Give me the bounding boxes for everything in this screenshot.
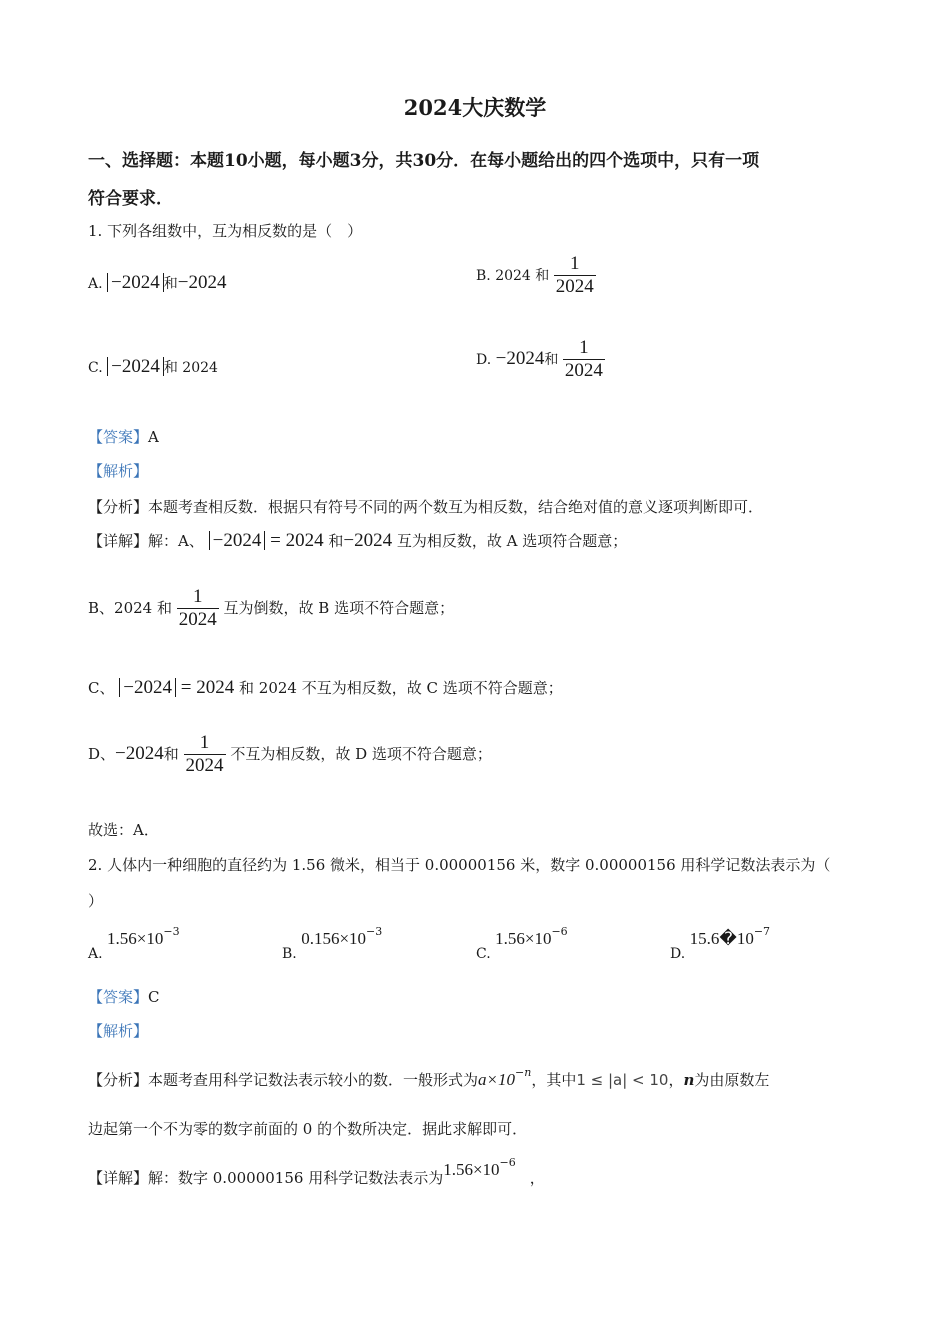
q1-option-a (88, 272, 226, 294)
q2-option-a-label: A. (88, 946, 103, 962)
q1-detail-c (88, 677, 563, 699)
q2-fenxi-condition: 1 ≤ |a| < 10 (576, 1071, 669, 1089)
q2-stem-line2: ） (88, 892, 104, 910)
detail-c-abs: −2024 (119, 678, 176, 697)
fraction-denominator: 2024 (178, 608, 217, 630)
answer-tag: 【答案】 (88, 988, 149, 1006)
q1-jiexi-tag: 【解析】 (88, 462, 149, 480)
q2-fenxi-suffix: 为由原数左 (694, 1071, 770, 1089)
q1-option-d-neg: −2024 (495, 347, 545, 369)
q2-fenxi-mid: ，其中 (531, 1071, 577, 1089)
q1-option-a-value: −2024 (177, 272, 227, 293)
q1-option-c-abs: −2024 (107, 357, 164, 376)
q2-answer (88, 986, 160, 1007)
q2-detail-suffix: ， (529, 1169, 545, 1187)
q1-option-c-label: C. (88, 360, 103, 376)
detail-d-fraction (184, 733, 226, 777)
detail-a-neg: −2024 (343, 530, 393, 551)
q2-detail-prefix: 【详解】解：数字 0.00000156 用科学记数法表示为 (88, 1169, 444, 1187)
answer-value: A (148, 428, 159, 446)
q1-option-c-rest: 和 2024 (163, 360, 218, 376)
fraction-numerator: 1 (193, 586, 203, 607)
q1-option-d-and: 和 (544, 351, 559, 368)
q2-option-c-label: C. (476, 946, 491, 962)
fraction-denominator: 2024 (564, 359, 603, 381)
detail-b-fraction (177, 587, 219, 631)
q2-option-d (670, 925, 771, 962)
q1-choose: 故选：A． (88, 821, 159, 839)
detail-c-suffix: 和 2024 不互为相反数，故 C 选项不符合题意； (239, 679, 563, 697)
q2-option-c-exp: −6 (551, 925, 568, 938)
q1-option-d-fraction (563, 338, 605, 382)
q2-option-d-exp: −7 (753, 925, 771, 938)
q2-option-d-base: 15.6�10 (689, 929, 754, 948)
detail-c-eq: = 2024 (180, 677, 235, 698)
q1-stem: 1. 下列各组数中，互为相反数的是（ ） (88, 222, 363, 240)
q1-option-d (476, 338, 605, 382)
detail-a-and: 和 (328, 532, 344, 550)
answer-value: C (148, 988, 160, 1006)
q2-option-d-label: D. (670, 946, 686, 962)
q1-option-a-label: A. (88, 276, 103, 292)
q2-analysis-line2: 边起第一个不为零的数字前面的 0 的个数所决定．据此求解即可． (88, 1120, 528, 1138)
fraction-numerator: 1 (199, 732, 210, 753)
q2-fenxi-form-exp: −n (515, 1066, 532, 1079)
fraction-denominator: 2024 (555, 275, 594, 297)
q1-detail-a (88, 530, 627, 552)
q2-option-c (476, 925, 568, 962)
q2-option-a-base: 1.56×10 (107, 929, 164, 948)
q2-option-b-base: 0.156×10 (301, 929, 367, 948)
detail-b-prefix: B、2024 和 (88, 598, 172, 617)
q1-option-a-and: 和 (163, 276, 178, 292)
q2-stem-line1: 2. 人体内一种细胞的直径约为 1.56 微米，相当于 0.00000156 米，数字 0.00000156 用科学记数法表示为（ (88, 856, 831, 874)
detail-a-suffix: 互为相反数，故 A 选项符合题意； (396, 532, 628, 550)
q2-analysis-line1: 【分析】本题考查用科学记数法表示较小的数．一般形式为$a\times 10^{-n}$，其中1 ≤ |a| < 10，n为由原数左 (88, 1066, 770, 1089)
q1-answer (88, 426, 159, 447)
q2-option-c-base: 1.56×10 (495, 929, 552, 948)
q1-option-b-fraction (554, 254, 596, 298)
fraction-numerator: 1 (579, 337, 589, 358)
q2-jiexi-tag: 【解析】 (88, 1022, 149, 1040)
detail-a-abs: −2024 (209, 531, 266, 550)
section-heading-line1: 一、选择题：本题10小题，每小题3分，共30分．在每小题给出的四个选项中，只有一项 (88, 151, 760, 171)
q1-detail-d (88, 733, 492, 777)
q2-option-b-label: B. (282, 946, 297, 962)
q2-detail-base: 1.56×10 (443, 1160, 500, 1179)
q1-analysis: 【分析】本题考查相反数．根据只有符号不同的两个数互为相反数，结合绝对值的意义逐项判断即可． (88, 498, 764, 516)
fraction-denominator: 2024 (185, 754, 224, 776)
detail-a-prefix: 【详解】解：A、 (88, 532, 204, 550)
q2-fenxi-n: n (683, 1071, 695, 1089)
detail-d-prefix: D、 (88, 744, 116, 763)
q1-detail-b (88, 587, 454, 631)
q1-option-c (88, 357, 218, 377)
q1-option-b (476, 254, 596, 298)
q1-option-b-label: B. 2024 和 (476, 267, 550, 284)
q2-detail-exp: −6 (499, 1156, 516, 1169)
q1-option-a-abs: −2024 (107, 273, 164, 292)
q2-option-b (282, 925, 383, 962)
detail-a-eq: = 2024 (270, 530, 324, 551)
detail-d-and: 和 (163, 744, 179, 763)
q1-option-d-label: D. (476, 351, 492, 368)
q2-fenxi-form: a×10 (478, 1070, 515, 1089)
q2-option-a (88, 925, 180, 962)
detail-d-neg: −2024 (115, 742, 164, 764)
fraction-numerator: 1 (569, 253, 580, 274)
detail-d-suffix: 不互为相反数，故 D 选项不符合题意； (230, 744, 492, 763)
detail-b-suffix: 互为倒数，故 B 选项不符合题意； (223, 598, 455, 617)
q2-fenxi-prefix: 【分析】本题考查用科学记数法表示较小的数．一般形式为 (88, 1071, 479, 1089)
detail-c-prefix: C、 (88, 679, 115, 697)
q2-option-a-exp: −3 (163, 925, 180, 938)
section-heading-line2: 符合要求． (88, 189, 173, 209)
page-title: 2024大庆数学 (403, 95, 547, 120)
q2-option-b-exp: −3 (366, 925, 383, 938)
answer-tag: 【答案】 (88, 428, 149, 446)
q2-detail (88, 1156, 545, 1187)
